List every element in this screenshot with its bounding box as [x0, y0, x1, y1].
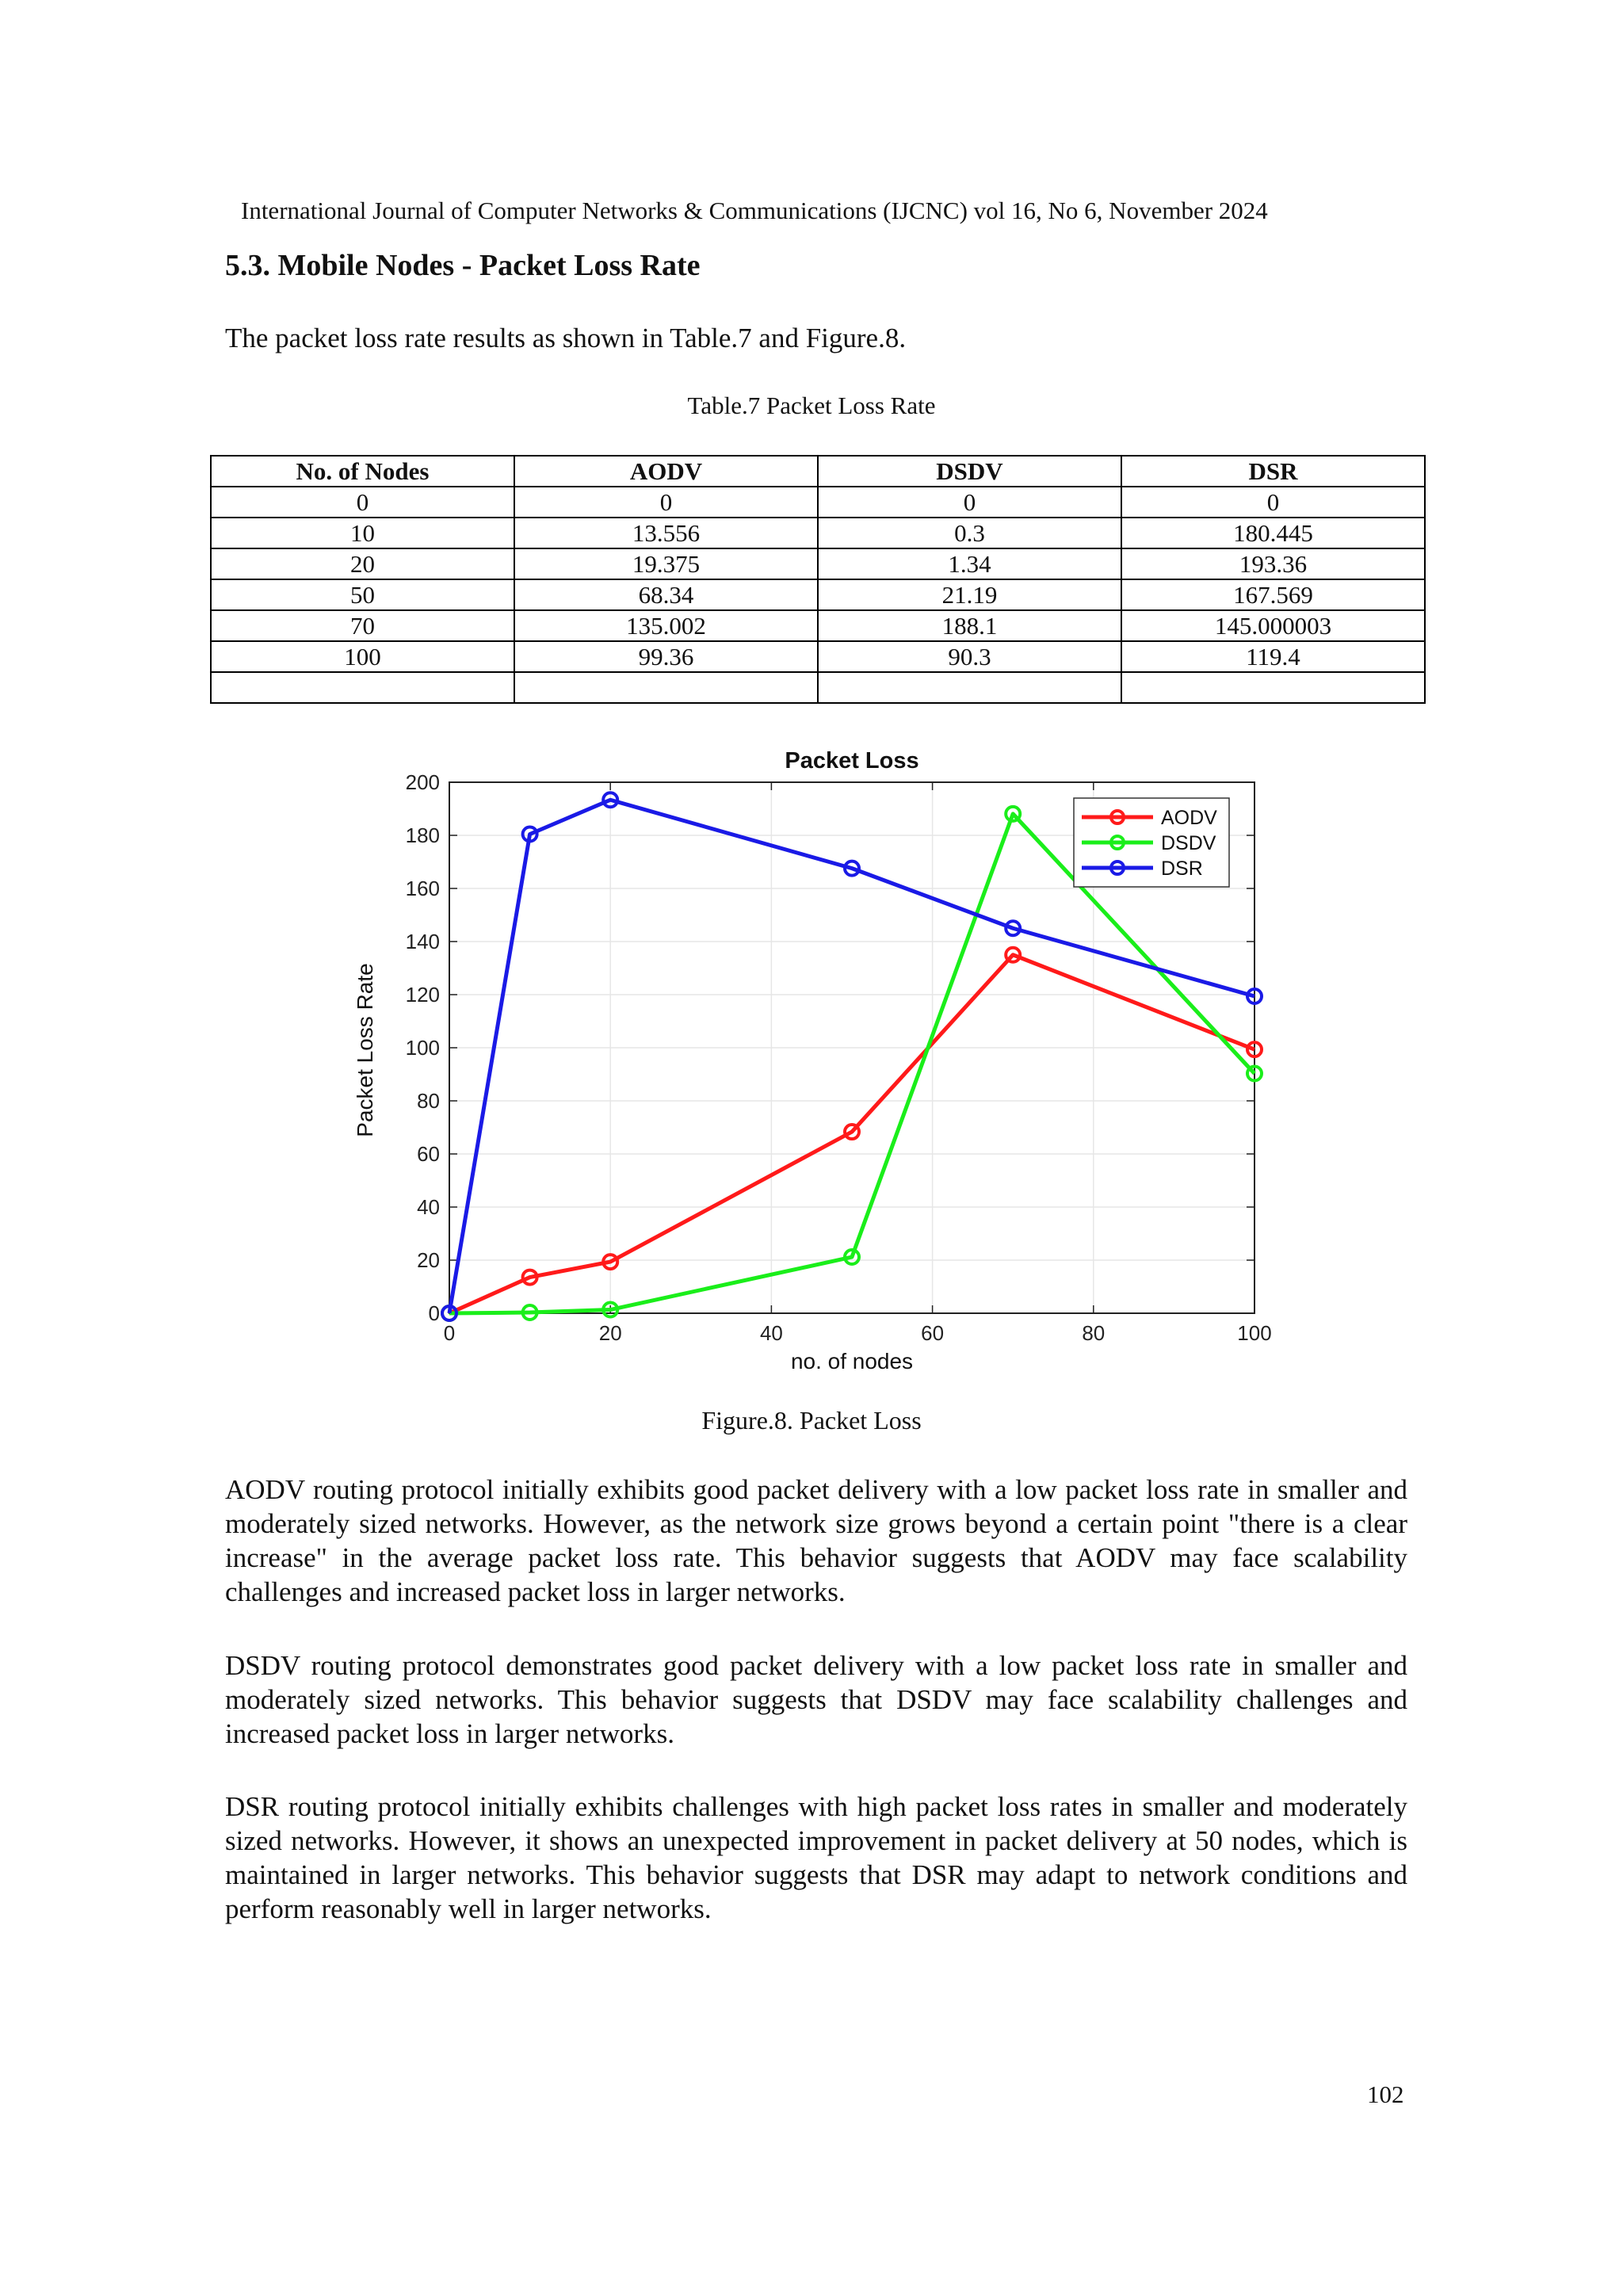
table-cell: 167.569 [1121, 579, 1425, 610]
table-cell: 119.4 [1121, 641, 1425, 672]
table-cell [1121, 672, 1425, 703]
x-tick-label: 60 [921, 1321, 945, 1345]
y-tick-label: 120 [405, 983, 440, 1007]
table-cell: 0 [1121, 487, 1425, 518]
column-header: DSDV [818, 456, 1121, 487]
table-cell: 90.3 [818, 641, 1121, 672]
y-tick-label: 80 [417, 1089, 440, 1113]
x-tick-label: 0 [443, 1321, 456, 1345]
column-header: No. of Nodes [211, 456, 514, 487]
y-tick-label: 60 [417, 1142, 440, 1166]
table-header-row [211, 456, 1425, 487]
figure-caption: Figure.8. Packet Loss [701, 1406, 922, 1435]
table-cell: 0 [514, 487, 818, 518]
table-row [211, 487, 1425, 518]
table-cell: 20 [211, 548, 514, 579]
table-cell: 135.002 [514, 610, 818, 641]
table-row [211, 672, 1425, 703]
y-tick-label: 20 [417, 1248, 440, 1272]
table-row [211, 641, 1425, 672]
intro-paragraph: The packet loss rate results as shown in Table.7 and Figure.8. [225, 323, 907, 353]
y-tick-label: 140 [405, 930, 440, 953]
y-tick-label: 100 [405, 1036, 440, 1060]
table-cell: 10 [211, 518, 514, 548]
running-header: International Journal of Computer Networks & Communications (IJCNC) vol 16, No 6, November 2024 [241, 197, 1268, 224]
packet-loss-table [210, 455, 1426, 704]
x-tick-label: 20 [598, 1321, 622, 1345]
dsr-paragraph: DSR routing protocol initially exhibits challenges with high packet loss rates in smaller and moderately sized networks. However, it shows an unexpected improvement in packet delivery at 50 nodes, which is maintained in larger networks. This behavior suggests that DSR may adapt to network conditions and perform reasonably well in larger networks. [225, 1791, 1407, 1924]
table-cell: 145.000003 [1121, 610, 1425, 641]
chart-legend [1074, 798, 1229, 887]
page-number: 102 [1367, 2080, 1404, 2108]
table-cell: 0.3 [818, 518, 1121, 548]
y-tick-label: 40 [417, 1195, 440, 1219]
column-header: DSR [1121, 456, 1425, 487]
table-cell: 180.445 [1121, 518, 1425, 548]
x-tick-label: 80 [1082, 1321, 1106, 1345]
table-cell: 21.19 [818, 579, 1121, 610]
table-cell: 19.375 [514, 548, 818, 579]
y-tick-label: 0 [428, 1301, 440, 1325]
table-cell: 100 [211, 641, 514, 672]
y-tick-label: 180 [405, 823, 440, 847]
table-cell: 50 [211, 579, 514, 610]
table-cell: 1.34 [818, 548, 1121, 579]
dsdv-paragraph: DSDV routing protocol demonstrates good packet delivery with a low packet loss rate in smaller and moderately sized networks. This behavior suggests that DSDV may face scalability challenges and increased packet loss in larger networks. [225, 1650, 1407, 1749]
aodv-legend-label: AODV [1161, 807, 1217, 829]
table-row [211, 579, 1425, 610]
section-heading: 5.3. Mobile Nodes - Packet Loss Rate [225, 249, 701, 282]
table-cell: 68.34 [514, 579, 818, 610]
table-cell: 193.36 [1121, 548, 1425, 579]
dsr-legend-label: DSR [1161, 858, 1203, 880]
packet-loss-chart [341, 737, 1276, 1387]
table-cell: 0 [818, 487, 1121, 518]
table-row [211, 548, 1425, 579]
table-row [211, 610, 1425, 641]
table-cell: 13.556 [514, 518, 818, 548]
column-header: AODV [514, 456, 818, 487]
packet-loss-chart-svg [341, 737, 1276, 1387]
table-cell [211, 672, 514, 703]
y-axis-label: Packet Loss Rate [353, 963, 377, 1137]
chart-title: Packet Loss [785, 748, 919, 774]
table-cell: 188.1 [818, 610, 1121, 641]
table-cell: 0 [211, 487, 514, 518]
x-tick-label: 40 [759, 1321, 783, 1345]
dsdv-legend-label: DSDV [1161, 832, 1216, 854]
table-cell [818, 672, 1121, 703]
x-axis-label: no. of nodes [790, 1349, 914, 1373]
table-cell: 99.36 [514, 641, 818, 672]
table-row [211, 518, 1425, 548]
aodv-paragraph: AODV routing protocol initially exhibits good packet delivery with a low packet loss rate in smaller and moderately sized networks. However, as the network size grows beyond a certain point "there is a clear increase" in the average packet loss rate. This behavior suggests that AODV may face scalability challenges and increased packet loss in larger networks. [225, 1474, 1407, 1607]
table-cell: 70 [211, 610, 514, 641]
y-tick-label: 160 [405, 877, 440, 900]
table-cell [514, 672, 818, 703]
table-caption: Table.7 Packet Loss Rate [687, 392, 936, 419]
x-tick-label: 100 [1237, 1321, 1272, 1345]
y-tick-label: 200 [405, 770, 440, 794]
